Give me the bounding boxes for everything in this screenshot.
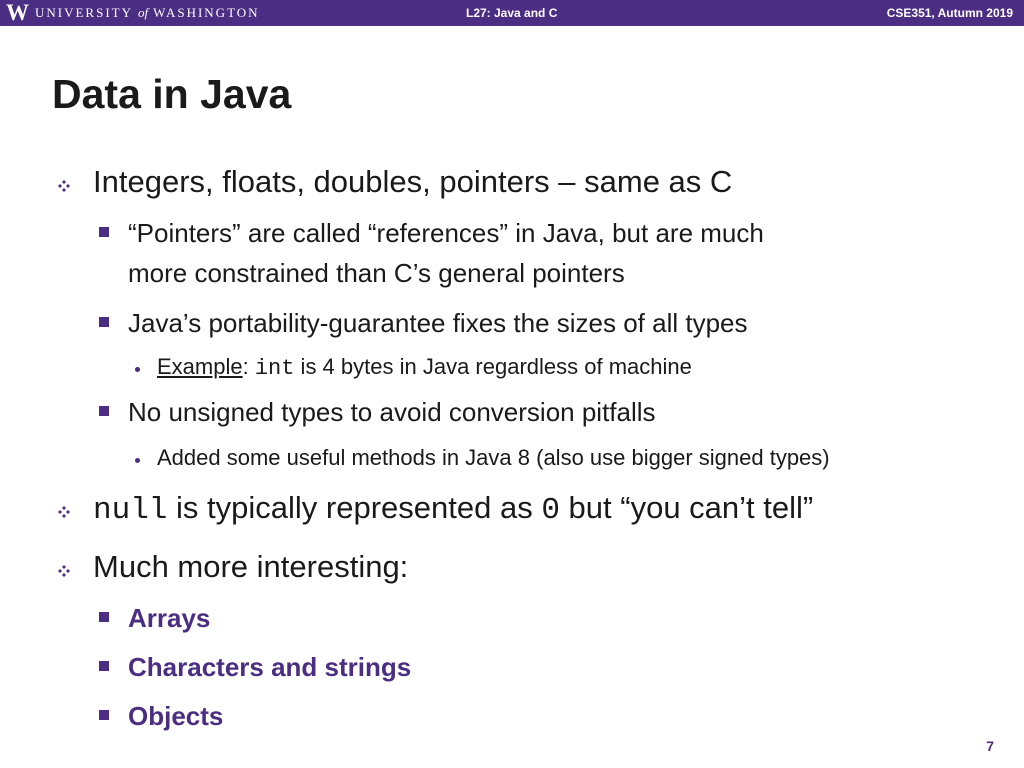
square-bullet-icon	[99, 710, 109, 720]
bullet-objects: Objects	[128, 701, 224, 731]
example-colon: :	[242, 354, 255, 379]
course-label: CSE351, Autumn 2019	[886, 6, 1013, 20]
bullet-characters-strings: Characters and strings	[128, 652, 412, 682]
wordmark-washington: WASHINGTON	[153, 5, 260, 20]
bullet-java8-methods: Added some useful methods in Java 8 (also use bigger signed types)	[157, 445, 830, 470]
bullet-more-interesting: Much more interesting:	[93, 549, 409, 584]
university-wordmark	[35, 5, 260, 21]
example-label: Example	[157, 354, 243, 379]
bullet-null	[93, 489, 813, 529]
bullet-pointers-line1: “Pointers” are called “references” in Java, but are much	[128, 218, 764, 248]
null-code: null	[93, 493, 168, 528]
four-diamond-bullet-icon	[58, 506, 70, 518]
square-bullet-icon	[99, 227, 109, 237]
zero-code: 0	[541, 493, 560, 528]
int-code: int	[254, 356, 295, 381]
null-rest-text: but “you can’t tell”	[559, 490, 814, 525]
square-bullet-icon	[99, 406, 109, 416]
bullet-no-unsigned: No unsigned types to avoid conversion pitfalls	[128, 397, 656, 427]
slide-title: Data in Java	[52, 71, 292, 117]
page-number: 7	[986, 738, 994, 754]
dot-bullet-icon	[135, 367, 140, 372]
square-bullet-icon	[99, 317, 109, 327]
header-bar	[0, 0, 1024, 26]
uw-w-icon: W	[6, 0, 29, 25]
four-diamond-bullet-icon	[58, 180, 70, 192]
null-mid-text: is typically represented as	[167, 490, 542, 525]
bullet-integers: Integers, floats, doubles, pointers – same as C	[93, 164, 733, 199]
square-bullet-icon	[99, 661, 109, 671]
bullet-example	[157, 354, 692, 382]
example-rest: is 4 bytes in Java regardless of machine	[294, 354, 692, 379]
wordmark-of: of	[138, 5, 149, 20]
square-bullet-icon	[99, 612, 109, 622]
bullet-arrays: Arrays	[128, 603, 211, 633]
lecture-label: L27: Java and C	[466, 6, 558, 20]
bullet-pointers-line2: more constrained than C’s general pointers	[128, 258, 625, 288]
bullet-portability: Java’s portability-guarantee fixes the sizes of all types	[128, 308, 748, 338]
wordmark-university: UNIVERSITY	[35, 5, 133, 20]
university-logo	[6, 1, 260, 25]
dot-bullet-icon	[135, 458, 140, 463]
four-diamond-bullet-icon	[58, 565, 70, 577]
